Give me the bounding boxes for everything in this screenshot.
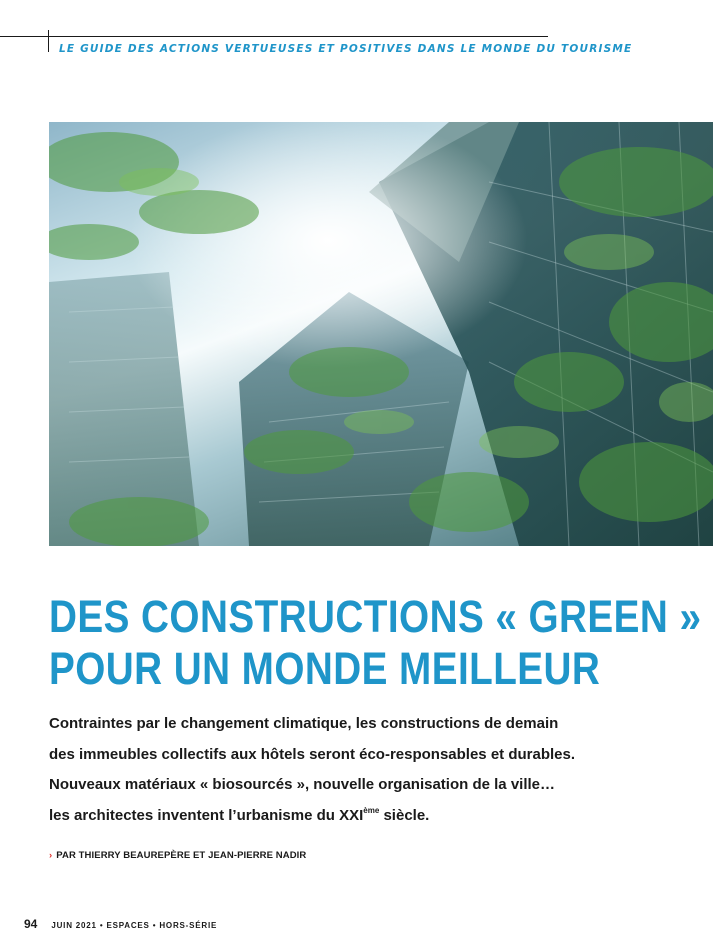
byline (49, 850, 306, 861)
dek-line-4 (49, 801, 669, 832)
article-title-line-2: POUR UN MONDE MEILLEUR (49, 643, 601, 694)
byline-chevron-icon: › (49, 850, 53, 861)
dek-line-2: des immeubles collectifs aux hôtels seront éco-responsables et durables. (49, 745, 576, 763)
article-title (49, 591, 709, 695)
page-footer (24, 917, 217, 931)
dek-line-4-text: les architectes inventent l’urbanisme du XXI (49, 806, 364, 824)
dek-superscript: ème (363, 805, 380, 815)
dek-line-3: Nouveaux matériaux « biosourcés », nouvelle organisation de la ville… (49, 776, 556, 793)
page-number: 94 (24, 917, 38, 931)
dek-line-1: Contraintes par le changement climatique, les constructions de demain (49, 715, 559, 732)
byline-authors: PAR THIERRY BEAUREPÈRE ET JEAN-PIERRE NADIR (56, 850, 307, 861)
hero-image (49, 122, 713, 546)
section-kicker: LE GUIDE DES ACTIONS VERTUEUSES ET POSITIVES DANS LE MONDE DU TOURISME (59, 43, 633, 55)
article-title-line-1: DES CONSTRUCTIONS « GREEN » (49, 591, 702, 642)
header-tick (48, 30, 49, 52)
header-rule (0, 36, 548, 37)
hero-illustration (49, 122, 713, 546)
issue-info: JUIN 2021 • ESPACES • HORS-SÉRIE (51, 921, 218, 930)
article-dek (49, 709, 669, 831)
dek-line-4-end: siècle. (379, 806, 430, 824)
